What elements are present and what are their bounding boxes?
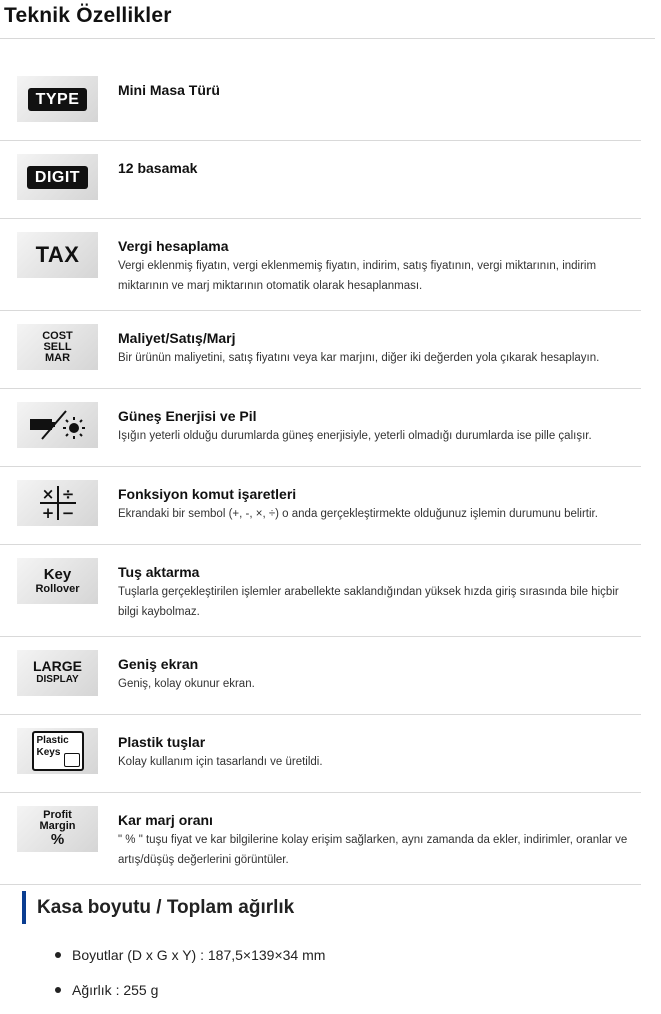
type-icon — [17, 76, 98, 122]
feature-description: Bir ürünün maliyetini, satış fiyatını veya kar marjını, diğer iki değerden yola çıkarak hesaplayın. — [118, 352, 600, 364]
cost-sell-margin-icon — [17, 324, 98, 370]
spec-weight: Ağırlık : 255 g — [72, 982, 159, 998]
icon-line: Margin — [39, 820, 76, 832]
feature-title: Kar marj oranı — [118, 812, 213, 828]
svg-text:+: + — [41, 504, 54, 522]
tax-icon — [17, 232, 98, 278]
feature-title: Geniş ekran — [118, 656, 199, 672]
icon-line: DISPLAY — [36, 674, 79, 685]
feature-solar — [0, 389, 641, 467]
list-item — [50, 979, 325, 1014]
case-spec-list — [50, 944, 325, 1014]
feature-list — [0, 63, 641, 885]
large-display-icon — [17, 650, 98, 696]
plastic-keys-icon — [17, 728, 98, 774]
feature-title: Maliyet/Satış/Marj — [118, 330, 236, 346]
feature-type — [0, 63, 641, 141]
icon-line: LARGE — [33, 658, 82, 674]
feature-title: Plastik tuşlar — [118, 734, 206, 750]
bullet-icon — [55, 952, 61, 958]
icon-line: Rollover — [35, 582, 80, 595]
feature-description: Tuşlarla gerçekleştirilen işlemler arabellekte saklandığından yüksek hızda giriş sırasında bile hiçbir bilgi kaybolmaz. — [118, 586, 619, 618]
feature-description: Kolay kullanım için tasarlandı ve üretildi. — [118, 756, 323, 768]
svg-text:÷: ÷ — [61, 485, 74, 503]
icon-line: Profit — [43, 809, 72, 821]
case-section-title: Kasa boyutu / Toplam ağırlık — [37, 896, 295, 918]
icon-line: COST — [42, 329, 73, 342]
feature-title: Vergi hesaplama — [118, 238, 229, 254]
profit-margin-icon — [17, 806, 98, 852]
feature-title: Güneş Enerjisi ve Pil — [118, 408, 257, 424]
icon-line: Key — [43, 565, 72, 583]
feature-profit-margin — [0, 793, 641, 885]
function-symbols-icon — [17, 480, 98, 526]
feature-title: 12 basamak — [118, 160, 198, 176]
icon-line: % — [50, 831, 65, 848]
type-icon-label: TYPE — [28, 88, 88, 111]
feature-description: Işığın yeterli olduğu durumlarda güneş enerjisiyle, yeterli olmadığı durumlarda ise pille çalışır. — [118, 430, 592, 442]
icon-line: SELL — [43, 340, 72, 353]
solar-battery-icon — [17, 402, 98, 448]
feature-cost-sell-margin — [0, 311, 641, 389]
feature-plastic-keys — [0, 715, 641, 793]
solar-battery-graphic — [26, 407, 90, 443]
bullet-icon — [55, 987, 61, 993]
list-item — [50, 944, 325, 979]
feature-description: Geniş, kolay okunur ekran. — [118, 678, 255, 690]
key-rollover-icon — [17, 558, 98, 604]
feature-description: " % " tuşu fiyat ve kar bilgilerine kolay erişim sağlarken, aynı zamanda da ekler, indirimler, oranlar ve artış/düşüş değerlerini görüntüler. — [118, 834, 628, 866]
feature-title: Fonksiyon komut işaretleri — [118, 486, 297, 502]
page-title: Teknik Özellikler — [4, 4, 172, 27]
icon-line: Plastic — [36, 735, 69, 746]
feature-description: Ekrandaki bir sembol (+, -, ×, ÷) o anda gerçekleştirmekte olduğunuz işlemin durumunu belirtir. — [118, 508, 598, 520]
feature-title: Tuş aktarma — [118, 564, 200, 580]
svg-text:−: − — [61, 504, 74, 522]
hand-icon — [64, 753, 80, 767]
feature-digit — [0, 141, 641, 219]
case-section-header — [22, 891, 294, 924]
feature-function-symbols — [0, 467, 641, 545]
svg-text:×: × — [41, 485, 54, 503]
feature-key-rollover — [0, 545, 641, 637]
icon-line: Keys — [36, 747, 61, 758]
spec-dimensions: Boyutlar (D x G x Y) : 187,5×139×34 mm — [72, 947, 326, 963]
feature-description: Vergi eklenmiş fiyatın, vergi eklenmemiş fiyatın, indirim, satış fiyatının, vergi miktarının, indirim miktarının ve marj miktarının otomatik olarak hesaplanması. — [118, 260, 597, 292]
feature-large-display — [0, 637, 641, 715]
feature-title: Mini Masa Türü — [118, 82, 220, 98]
digit-icon-label: DIGIT — [27, 166, 88, 189]
tax-icon-label: TAX — [35, 242, 80, 267]
digit-icon — [17, 154, 98, 200]
feature-tax — [0, 219, 641, 311]
title-divider — [0, 38, 655, 39]
icon-line: MAR — [44, 351, 71, 364]
function-symbols-graphic — [38, 484, 78, 522]
